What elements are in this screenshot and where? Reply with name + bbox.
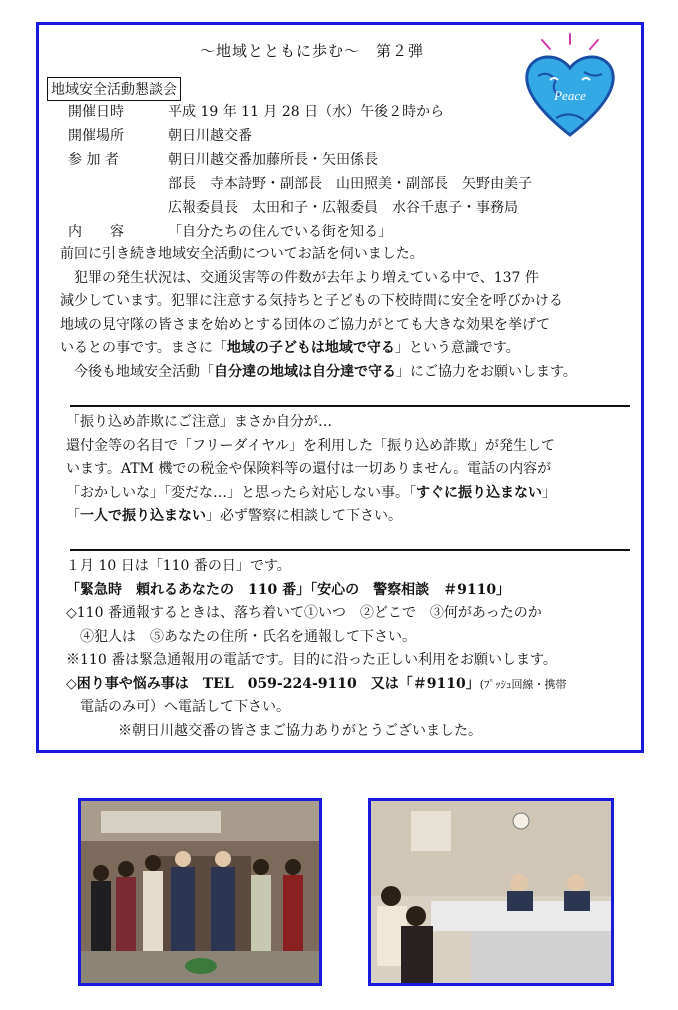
meeting-heading: 地域安全活動懇談会 [47,77,181,101]
police-line: ◇110 番通報するときは、落ち着いて①いつ ②どこで ③何があったのか [66,605,542,621]
police-line: ④犯人は ⑤あなたの住所・氏名を通報して下さい。 [66,628,416,645]
fraud-section [66,411,646,529]
page-title: ～地域とともに歩む～ 第２弾 [200,42,425,60]
row-label: 開催日時 [68,104,124,120]
peace-heart-icon [520,30,620,140]
police-line [66,673,646,697]
police-contact: ◇困り事や悩み事は TEL 059-224-9110 又は「＃9110」 [66,675,480,692]
police-contact-note: (ﾌﾟｯｼｭ回線・携帯 [479,677,567,691]
body-line: 減少しています。犯罪に注意する気持ちと子どもの下校時間に安全を呼びかける [60,293,563,309]
slogan-text: 自分達の地域は自分達で守る [214,363,396,380]
divider [70,549,630,551]
row-value: 部長 寺本詩野・副部長 山田照美・副部長 矢野由美子 [168,176,532,192]
body-line: 犯罪の発生状況は、交通災害等の件数が去年より増えている中で、137 件 [60,269,539,286]
fraud-warning: すぐに振り込まない [416,484,542,501]
group-photo [78,798,322,986]
fraud-warning: 一人で振り込まない [80,508,206,524]
row-label: 参 加 者 [68,152,119,168]
police-slogan: 「緊急時 頼れるあなたの 110 番」「安心の 警察相談 ＃9110」 [66,581,511,598]
police-section [66,555,646,743]
row-value: 朝日川越交番加藤所長・矢田係長 [168,152,378,168]
thanks-line: ※朝日川越交番の皆さまご協力ありがとうございました。 [118,722,482,739]
row-value: 朝日川越交番 [168,128,252,144]
body-line: 地域の見守隊の皆さまを始めとする団体のご協力がとても大きな効果を挙げて [60,316,550,333]
body-line: 前回に引き続き地域安全活動についてお話を伺いました。 [60,246,424,262]
fraud-text: 」必ず警察に相談して下さい。 [206,508,402,524]
fraud-heading: 「振り込め詐欺にご注意」まさか自分が… [66,414,332,430]
body-text: 」にご協力をお願いします。 [396,363,577,380]
row-value: 広報委員長 太田和子・広報委員 水谷千恵子・事務局 [168,200,518,216]
fraud-line: います。ATM 機での税金や保険料等の還付は一切ありません。電話の内容が [66,461,552,477]
row-value: 平成 19 年 11 月 28 日（水）午後２時から [168,104,445,120]
fraud-line [66,505,646,529]
police-line: ※110 番は緊急通報用の電話です。目的に沿った正しい利用をお願いします。 [66,652,557,668]
body-text: 」という意識です。 [394,340,520,356]
police-line: １月 10 日は「110 番の日」です。 [66,558,291,574]
divider [70,405,630,407]
row-label: 開催場所 [68,128,124,144]
slogan-text: 地域の子どもは地域で守る [226,340,395,356]
body-text: 今後も地域安全活動「 [60,363,214,380]
fraud-text: 」 [542,484,556,501]
fraud-text: 「おかしいな」「変だな…」と思ったら対応しない事。「 [66,484,416,501]
police-line: 電話のみ可）へ電話して下さい。 [66,699,290,715]
body-text: いるとの事です。まさに「 [60,340,227,356]
fraud-text: 「 [66,508,80,524]
fraud-line [66,482,646,506]
row-label: 内 容 [68,224,124,240]
meeting-body [60,243,640,384]
body-line [60,361,640,385]
row-value: 「自分たちの住んでいる街を知る」 [168,224,392,240]
body-line [60,337,640,361]
heart-text: Peace [554,88,586,103]
meeting-photo [368,798,614,986]
fraud-line: 還付金等の名目で「フリーダイヤル」を利用した「振り込め詐欺」が発生して [66,437,556,454]
